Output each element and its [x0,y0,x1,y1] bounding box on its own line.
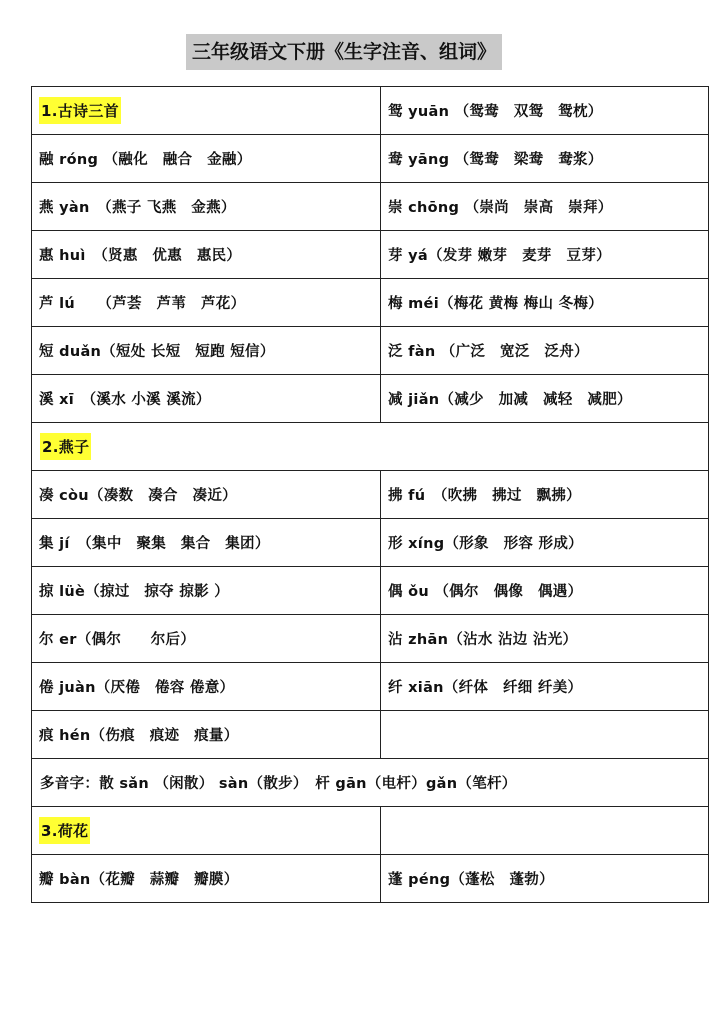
table-cell-right [381,663,709,711]
vocab-entry: 纤 xiān（纤体 纤细 纤美） [388,680,583,696]
table-cell-right [381,135,709,183]
table-cell-left [32,615,381,663]
table-row [32,855,709,903]
vocab-entry: 尔 er（偶尔 尔后） [39,632,196,648]
vocab-entry: 鸳 yuān （鸳鸯 双鸳 鸳枕） [388,104,603,120]
table-row [32,807,709,855]
table-cell-left [32,567,381,615]
section-heading: 2.燕子 [40,433,91,460]
table-row [32,231,709,279]
vocab-entry: 减 jiǎn（减少 加减 减轻 减肥） [388,392,632,408]
table-cell-left [32,807,381,855]
table-row [32,87,709,135]
table-row [32,327,709,375]
vocab-entry: 鸯 yāng （鸳鸯 梁鸯 鸯浆） [388,152,603,168]
table-cell-right [381,183,709,231]
table-row [32,615,709,663]
table-cell-right [381,519,709,567]
section-heading: 1.古诗三首 [39,97,121,124]
table-cell-right [381,279,709,327]
vocab-entry: 凑 còu（凑数 凑合 凑近） [39,488,237,504]
table-cell-right [381,231,709,279]
vocab-entry: 集 jí （集中 聚集 集合 集团） [39,536,270,552]
vocab-table-body [32,87,709,903]
vocab-entry: 芦 lú （芦荟 芦苇 芦花） [39,296,246,312]
vocab-entry: 蓬 péng（蓬松 蓬勃） [388,872,554,888]
table-cell-left [32,855,381,903]
table-cell-left [32,87,381,135]
vocab-entry: 掠 lüè（掠过 掠夺 掠影 ） [39,584,230,600]
table-row [32,567,709,615]
vocab-table [31,86,709,903]
vocab-entry: 沾 zhān（沾水 沾边 沾光） [388,632,578,648]
table-cell-left [32,135,381,183]
vocab-entry: 痕 hén（伤痕 痕迹 痕量） [39,728,239,744]
vocab-entry: 拂 fú （吹拂 拂过 飘拂） [388,488,581,504]
table-cell-right [381,711,709,759]
table-cell-left [32,231,381,279]
table-cell-wide [32,759,709,807]
vocab-entry: 短 duǎn（短处 长短 短跑 短信） [39,344,275,360]
table-cell-left [32,375,381,423]
vocab-entry: 溪 xī （溪水 小溪 溪流） [39,392,211,408]
table-row [32,759,709,807]
table-row [32,663,709,711]
table-row [32,471,709,519]
vocab-entry: 多音字：散 sǎn （闲散） sàn（散步） 杆 gān（电杆）gǎn（笔杆） [40,776,517,792]
page-title: 三年级语文下册《生字注音、组词》 [186,34,502,70]
table-row [32,183,709,231]
table-row [32,711,709,759]
table-cell-right [381,807,709,855]
vocab-entry: 倦 juàn（厌倦 倦容 倦意） [39,680,235,696]
table-cell-left [32,327,381,375]
vocab-entry: 惠 huì （贤惠 优惠 惠民） [39,248,242,264]
table-row [32,519,709,567]
vocab-entry: 形 xíng（形象 形容 形成） [388,536,583,552]
table-cell-left [32,663,381,711]
table-cell-right [381,567,709,615]
vocab-entry: 燕 yàn （燕子 飞燕 金燕） [39,200,236,216]
table-cell-right [381,471,709,519]
vocab-entry: 梅 méi（梅花 黄梅 梅山 冬梅） [388,296,604,312]
table-cell-right [381,855,709,903]
table-row [32,375,709,423]
table-cell-left [32,471,381,519]
table-cell-left [32,711,381,759]
vocab-entry: 芽 yá（发芽 嫩芽 麦芽 豆芽） [388,248,611,264]
vocab-entry: 崇 chōng （崇尚 崇高 崇拜） [388,200,613,216]
vocab-entry: 泛 fàn （广泛 宽泛 泛舟） [388,344,589,360]
vocab-entry: 融 róng （融化 融合 金融） [39,152,252,168]
table-cell-right [381,87,709,135]
table-cell-right [381,375,709,423]
table-cell-right [381,327,709,375]
section-heading: 3.荷花 [39,817,90,844]
table-row [32,423,709,471]
table-cell-left [32,519,381,567]
table-cell-wide [32,423,709,471]
table-cell-right [381,615,709,663]
table-row [32,279,709,327]
table-cell-left [32,183,381,231]
table-row [32,135,709,183]
vocab-entry: 偶 ǒu （偶尔 偶像 偶遇） [388,584,583,600]
vocab-entry: 瓣 bàn（花瓣 蒜瓣 瓣膜） [39,872,239,888]
table-cell-left [32,279,381,327]
